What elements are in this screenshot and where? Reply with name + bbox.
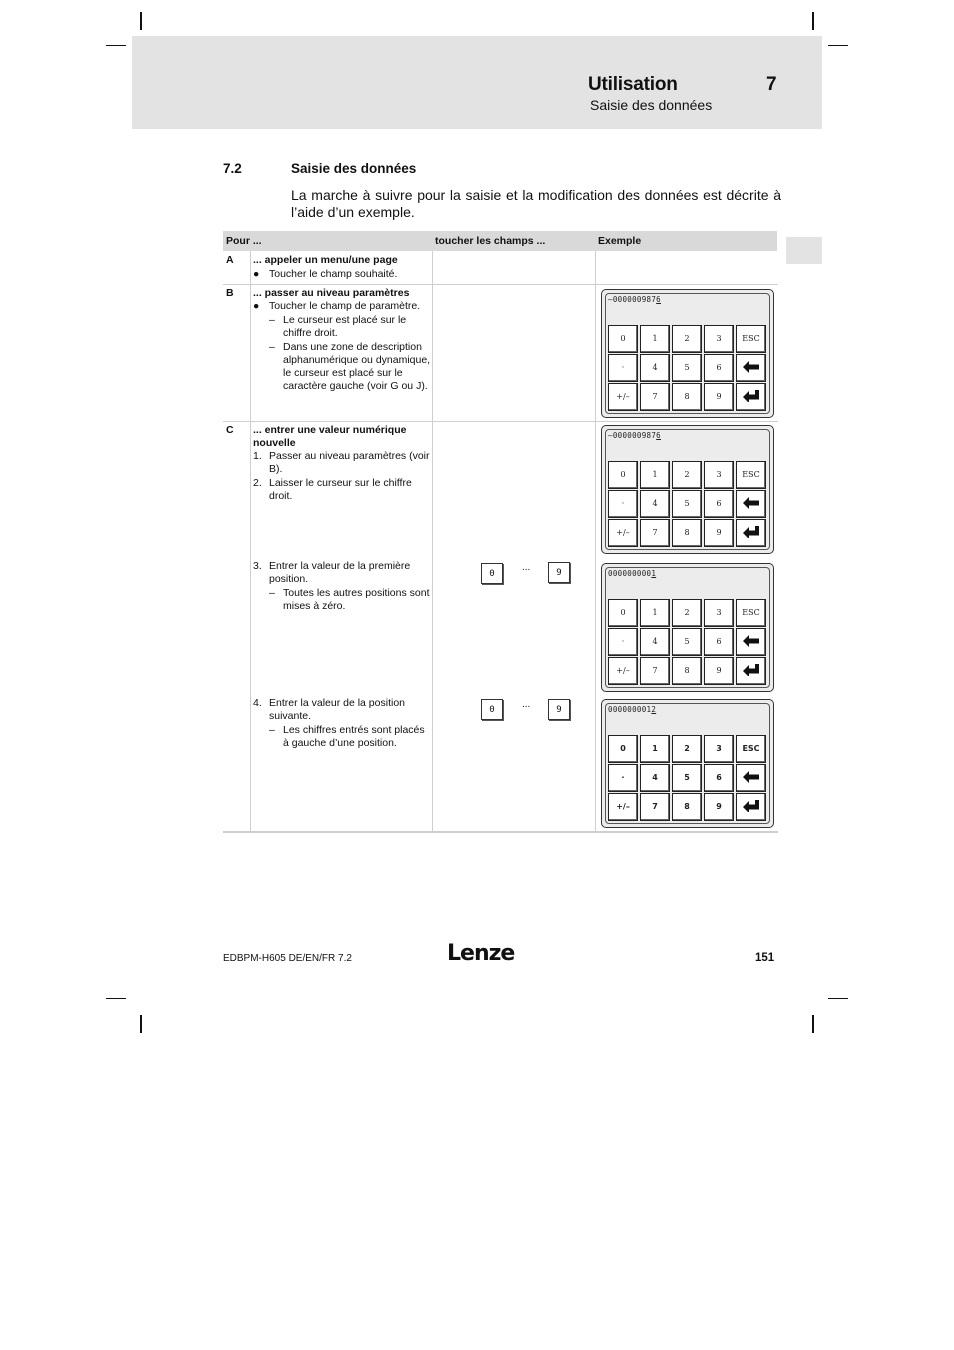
section-number: 7.2: [223, 161, 242, 176]
keypad-key[interactable]: 2: [672, 735, 702, 763]
crop-mark: [812, 12, 814, 30]
step-number: 3.: [253, 560, 262, 572]
crop-mark: [812, 1015, 814, 1033]
keypad-key[interactable]: 1: [640, 461, 670, 489]
keypad-display: [608, 705, 656, 714]
row-text: Entrer la valeur de la position suivante.: [269, 697, 405, 722]
display-cursor-digit: 1: [651, 569, 657, 578]
row-title: ... entrer une valeur numérique nouvelle: [253, 424, 407, 449]
keypad-key[interactable]: 8: [672, 657, 702, 685]
keypad-display: [608, 431, 661, 440]
enter-arrow-icon[interactable]: [736, 793, 766, 821]
row-title: ... appeler un menu/une page: [253, 254, 398, 266]
keypad-key[interactable]: 9: [704, 657, 734, 685]
display-value: 000000001: [608, 705, 652, 714]
keypad-key[interactable]: +/–: [608, 657, 638, 685]
crop-mark: [828, 998, 848, 999]
back-arrow-icon[interactable]: [736, 354, 766, 382]
keypad-key[interactable]: ·: [608, 490, 638, 518]
ellipsis: ...: [522, 562, 531, 573]
keypad-example: [601, 563, 774, 692]
keypad-key[interactable]: +/–: [608, 793, 638, 821]
crop-mark: [140, 1015, 142, 1033]
keypad-key[interactable]: 8: [672, 519, 702, 547]
keypad-example: [601, 425, 774, 554]
keypad-key[interactable]: 5: [672, 764, 702, 792]
keypad-key[interactable]: 6: [704, 628, 734, 656]
keypad-display: [608, 569, 656, 578]
col-header-touch: toucher les champs ...: [435, 235, 546, 247]
col-header-example: Exemple: [598, 235, 642, 247]
keypad-key[interactable]: 6: [704, 764, 734, 792]
dash-marker: –: [269, 314, 275, 326]
keypad-key[interactable]: 3: [704, 325, 734, 353]
table-divider: [595, 251, 596, 832]
keypad-key[interactable]: 0: [608, 325, 638, 353]
keypad-key[interactable]: 7: [640, 519, 670, 547]
row-letter: B: [226, 287, 234, 299]
keypad-display: [608, 295, 661, 304]
keypad-key[interactable]: 7: [640, 383, 670, 411]
keypad-key[interactable]: 0: [608, 461, 638, 489]
keypad-key[interactable]: 2: [672, 599, 702, 627]
keypad-key[interactable]: 0: [608, 735, 638, 763]
keypad-key[interactable]: 3: [704, 735, 734, 763]
display-cursor-digit: 6: [656, 295, 661, 304]
table-divider: [250, 251, 251, 832]
back-arrow-icon[interactable]: [736, 628, 766, 656]
keypad-key[interactable]: 0: [608, 599, 638, 627]
row-subtext: Toutes les autres positions sont mises à zéro.: [283, 587, 430, 612]
row-divider: [223, 284, 778, 285]
row-text: Entrer la valeur de la première position.: [269, 560, 411, 585]
keypad-key[interactable]: 3: [704, 599, 734, 627]
step-number: 1.: [253, 450, 262, 462]
keypad-key[interactable]: 1: [640, 735, 670, 763]
esc-key[interactable]: ESC: [736, 599, 766, 627]
ellipsis: ...: [522, 699, 531, 710]
chapter-title: Utilisation: [588, 74, 678, 95]
keypad-key[interactable]: 7: [640, 793, 670, 821]
back-arrow-icon[interactable]: [736, 764, 766, 792]
header-band: [132, 36, 822, 129]
keypad-key[interactable]: 5: [672, 490, 702, 518]
document-code: EDBPM-H605 DE/EN/FR 7.2: [223, 953, 352, 964]
row-letter: A: [226, 254, 234, 266]
enter-arrow-icon[interactable]: [736, 519, 766, 547]
display-cursor-digit: 2: [651, 705, 657, 714]
bullet-icon: ●: [253, 268, 260, 280]
keypad-key[interactable]: 4: [640, 764, 670, 792]
dash-marker: –: [269, 341, 275, 353]
keypad-key[interactable]: 5: [672, 628, 702, 656]
chapter-number: 7: [766, 74, 777, 95]
keypad-key[interactable]: 5: [672, 354, 702, 382]
keypad-key[interactable]: 9: [704, 519, 734, 547]
chapter-subtitle: Saisie des données: [590, 97, 713, 113]
row-subtext: Le curseur est placé sur le chiffre droit.: [283, 314, 407, 339]
keypad-key[interactable]: ·: [608, 764, 638, 792]
keypad-example: [601, 699, 774, 828]
row-text: Passer au niveau paramètres (voir B).: [269, 450, 430, 475]
keypad-key[interactable]: 6: [704, 354, 734, 382]
keypad-key[interactable]: +/–: [608, 519, 638, 547]
keypad-key[interactable]: 1: [640, 599, 670, 627]
section-title: Saisie des données: [291, 161, 417, 176]
keypad-key[interactable]: 6: [704, 490, 734, 518]
touch-field-0[interactable]: 0: [481, 563, 503, 584]
row-subtext: Dans une zone de description alphanumérique ou dynamique, le curseur est placé sur le caractère gauche (voir G ou J).: [283, 341, 431, 392]
row-text: Toucher le champ de paramètre.: [269, 300, 421, 312]
crop-mark: [106, 998, 126, 999]
touch-field-9[interactable]: 9: [548, 562, 570, 583]
row-subtext: Les chiffres entrés sont placés à gauche d’une position.: [283, 724, 425, 749]
enter-arrow-icon[interactable]: [736, 657, 766, 685]
keypad-key[interactable]: ·: [608, 628, 638, 656]
page-number: 151: [755, 952, 775, 964]
enter-arrow-icon[interactable]: [736, 383, 766, 411]
row-letter: C: [226, 424, 234, 436]
bullet-icon: ●: [253, 300, 260, 312]
touch-field-9[interactable]: 9: [548, 699, 570, 720]
display-value: –000000987: [608, 295, 657, 304]
dash-marker: –: [269, 587, 275, 599]
row-text: Toucher le champ souhaité.: [269, 268, 398, 280]
keypad-key[interactable]: 8: [672, 793, 702, 821]
esc-key[interactable]: ESC: [736, 461, 766, 489]
row-title: ... passer au niveau paramètres: [253, 287, 410, 299]
keypad-key[interactable]: 9: [704, 793, 734, 821]
keypad-key[interactable]: 8: [672, 383, 702, 411]
dash-marker: –: [269, 724, 275, 736]
keypad-key[interactable]: 4: [640, 490, 670, 518]
keypad-example: [601, 289, 774, 418]
display-cursor-digit: 6: [656, 431, 661, 440]
keypad-key[interactable]: +/–: [608, 383, 638, 411]
display-value: 000000000: [608, 569, 652, 578]
keypad-key[interactable]: 4: [640, 628, 670, 656]
step-number: 2.: [253, 477, 262, 489]
keypad-key[interactable]: 3: [704, 461, 734, 489]
keypad-key[interactable]: 4: [640, 354, 670, 382]
crop-mark: [828, 45, 848, 46]
crop-mark: [140, 12, 142, 30]
esc-key[interactable]: ESC: [736, 735, 766, 763]
row-divider: [223, 421, 778, 422]
keypad-key[interactable]: ·: [608, 354, 638, 382]
display-value: –000000987: [608, 431, 657, 440]
step-number: 4.: [253, 697, 262, 709]
esc-key[interactable]: ESC: [736, 325, 766, 353]
col-header-pour: Pour ...: [226, 235, 262, 247]
intro-paragraph: La marche à suivre pour la saisie et la modification des données est décrite à l’aide d’un exemple.: [291, 187, 781, 220]
back-arrow-icon[interactable]: [736, 490, 766, 518]
table-bottom-rule: [223, 831, 778, 833]
row-text: Laisser le curseur sur le chiffre droit.: [269, 477, 412, 502]
keypad-key[interactable]: 1: [640, 325, 670, 353]
keypad-key[interactable]: 2: [672, 461, 702, 489]
keypad-key[interactable]: 9: [704, 383, 734, 411]
brand-logo: Lenze: [447, 941, 515, 966]
touch-field-0[interactable]: 0: [481, 699, 503, 720]
crop-mark: [106, 45, 126, 46]
side-tab: [786, 237, 822, 264]
keypad-key[interactable]: 2: [672, 325, 702, 353]
keypad-key[interactable]: 7: [640, 657, 670, 685]
